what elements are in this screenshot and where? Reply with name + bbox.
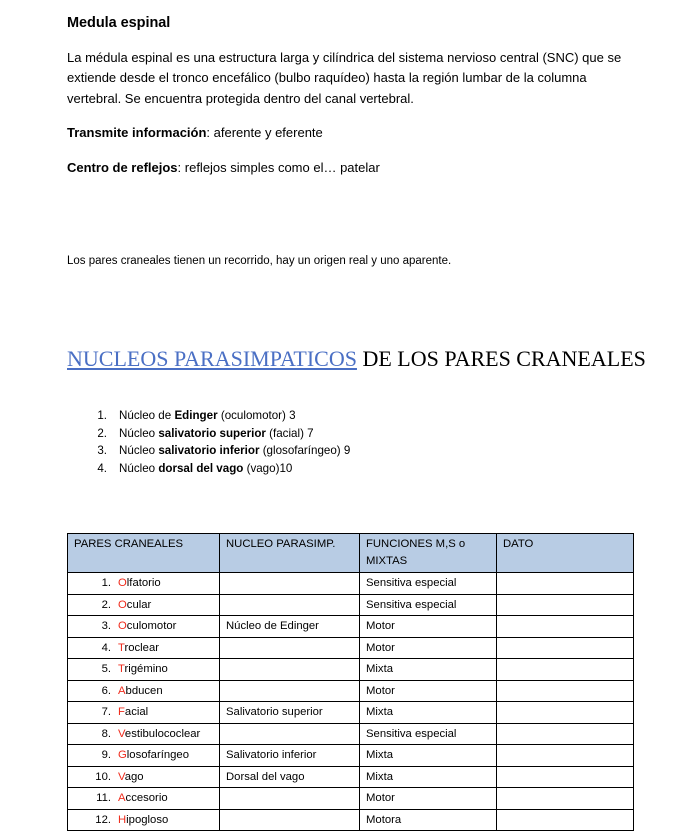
nerve-name-rest: cular [126,598,152,611]
column-header-text: PARES CRANEALES [74,538,184,551]
nerve-number: 9. [101,749,111,762]
table-body [68,573,634,831]
cell-nucleo: Salivatorio inferior [220,745,360,767]
table-row [68,723,634,745]
cell-nerve-name [68,745,220,767]
table-row [68,573,634,595]
list-item [67,442,632,460]
vertical-spacer-4 [67,478,632,533]
nerve-number: 4. [101,641,111,654]
cell-funcion: Motor [360,788,497,810]
nerve-number: 2. [101,598,111,611]
section-heading-link[interactable]: NUCLEOS PARASIMPATICOS [67,346,357,372]
nerve-initial: F [118,706,125,719]
list-item-pre: Núcleo [119,462,159,476]
nerve-initial: V [118,727,125,740]
table-row [68,680,634,702]
document-content [67,14,646,831]
cell-funcion: Mixta [360,659,497,681]
nerve-initial: H [118,813,127,826]
cell-dato [497,766,634,788]
cell-nerve-name [68,637,220,659]
nerve-name-rest: culomotor [126,620,177,633]
cell-nucleo: Dorsal del vago [220,766,360,788]
cell-nerve-name [68,723,220,745]
cell-nerve-name [68,766,220,788]
list-item-number: 4. [97,462,107,476]
pares-craneales-note: Los pares craneales tienen un recorrido, hay un origen real y uno aparente. [67,255,452,268]
list-item-post: (vago)10 [243,462,293,476]
nerve-number: 5. [101,663,111,676]
table-row [68,766,634,788]
cell-nucleo [220,809,360,831]
cell-funcion: Mixta [360,766,497,788]
cell-dato [497,594,634,616]
nerve-initial: O [118,577,127,590]
column-header-text: DATO [503,538,534,551]
cell-dato [497,616,634,638]
cell-nerve-name [68,680,220,702]
nerve-initial: V [118,770,125,783]
nerve-name-rest: ipogloso [126,813,169,826]
cell-nerve-name [68,659,220,681]
cell-nucleo [220,573,360,595]
fact-transmite [67,123,632,144]
cell-nucleo: Salivatorio superior [220,702,360,724]
nerve-name-rest: ccesorio [125,792,168,805]
cell-dato [497,573,634,595]
fact-reflejos-label: Centro de reflejos [67,159,178,175]
list-item [67,407,632,425]
list-item-bold: dorsal del vago [158,462,244,476]
nerve-number: 3. [101,620,111,633]
column-header-text-line2: MIXTAS [366,554,408,567]
vertical-spacer [67,192,632,252]
nerve-initial: O [118,620,127,633]
cell-nerve-name [68,616,220,638]
column-header-pares-craneales [68,534,220,573]
table-row [68,702,634,724]
list-item-post: (facial) 7 [265,426,314,440]
table-row [68,788,634,810]
table-row [68,745,634,767]
nerve-initial: G [118,749,127,762]
nerve-number: 6. [101,684,111,697]
fact-reflejos-value: : reflejos simples como el… patelar [177,159,380,175]
cell-nerve-name [68,809,220,831]
cell-dato [497,788,634,810]
cell-nucleo [220,680,360,702]
table-row [68,637,634,659]
nerve-initial: O [118,598,127,611]
cell-nucleo [220,594,360,616]
vertical-spacer-2 [67,270,632,345]
cell-nucleo [220,723,360,745]
nerve-number: 8. [101,727,111,740]
nerve-number: 12. [95,813,111,826]
column-header-text: FUNCIONES M,S o [366,538,466,551]
nerve-name-rest: estibulococlear [124,727,201,740]
list-item [67,460,632,478]
cell-nerve-name [68,788,220,810]
table-header-row [68,534,634,573]
cell-funcion: Motor [360,637,497,659]
cell-dato [497,637,634,659]
cell-funcion: Sensitiva especial [360,573,497,595]
list-item [67,425,632,443]
list-item-post: (oculomotor) 3 [217,408,296,422]
nerve-name-rest: losofaríngeo [126,749,189,762]
cell-funcion: Sensitiva especial [360,723,497,745]
nerve-initial: A [118,684,126,697]
nuclei-list [67,407,632,478]
column-header-funciones [360,534,497,573]
cell-funcion: Motor [360,616,497,638]
list-item-pre: Núcleo [119,426,159,440]
list-item-number: 2. [97,426,107,440]
cell-nerve-name [68,702,220,724]
cell-nucleo [220,659,360,681]
cell-dato [497,702,634,724]
nerve-initial: T [118,663,125,676]
nerve-name-rest: roclear [124,641,160,654]
list-item-number: 3. [97,444,107,458]
cell-dato [497,809,634,831]
cell-dato [497,659,634,681]
page-title: Medula espinal [67,15,171,31]
column-header-nucleo-parasimp [220,534,360,573]
cell-funcion: Mixta [360,745,497,767]
nerve-initial: T [118,641,125,654]
cell-nucleo [220,637,360,659]
cell-nerve-name [68,594,220,616]
cell-funcion: Mixta [360,702,497,724]
list-item-pre: Núcleo [119,444,159,458]
table-row [68,594,634,616]
nerve-number: 11. [96,792,111,805]
cell-dato [497,680,634,702]
nerve-initial: A [118,792,126,805]
list-item-pre: Núcleo de [119,408,175,422]
table-row [68,616,634,638]
cell-funcion: Sensitiva especial [360,594,497,616]
vertical-spacer-3 [67,373,632,407]
nerve-name-rest: bducen [125,684,163,697]
list-item-bold: Edinger [174,408,218,422]
column-header-text: NUCLEO PARASIMP. [226,538,336,551]
nerve-name-rest: lfatorio [126,577,161,590]
section-heading-rest: DE LOS PARES CRANEALES [356,346,646,372]
table-row [68,659,634,681]
cell-nucleo: Núcleo de Edinger [220,616,360,638]
table-row [68,809,634,831]
list-item-bold: salivatorio inferior [158,444,260,458]
intro-paragraph: La médula espinal es una estructura larga y cilíndrica del sistema nervioso central (SNC) que se extiende desde el tronco encefálico (bulbo raquídeo) hasta la región lumbar de la columna vertebral. Se encuentra protegida dentro del canal vertebral. [67,49,622,106]
fact-transmite-value: : aferente y eferente [206,125,323,141]
pares-craneales-table [67,533,634,831]
nerve-number: 1. [101,577,111,590]
cell-dato [497,745,634,767]
nerve-name-rest: ago [124,770,144,783]
nerve-number: 7. [101,706,111,719]
cell-dato [497,723,634,745]
cell-funcion: Motora [360,809,497,831]
section-heading [67,345,646,373]
nerve-name-rest: rigémino [124,663,168,676]
fact-reflejos [67,158,632,179]
list-item-number: 1. [97,408,107,422]
list-item-bold: salivatorio superior [158,426,266,440]
nerve-number: 10. [95,770,111,783]
column-header-dato [497,534,634,573]
cell-funcion: Motor [360,680,497,702]
fact-transmite-label: Transmite información [67,125,207,141]
cell-nucleo [220,788,360,810]
list-item-post: (glosofaríngeo) 9 [259,444,351,458]
cell-nerve-name [68,573,220,595]
nerve-name-rest: acial [124,706,149,719]
